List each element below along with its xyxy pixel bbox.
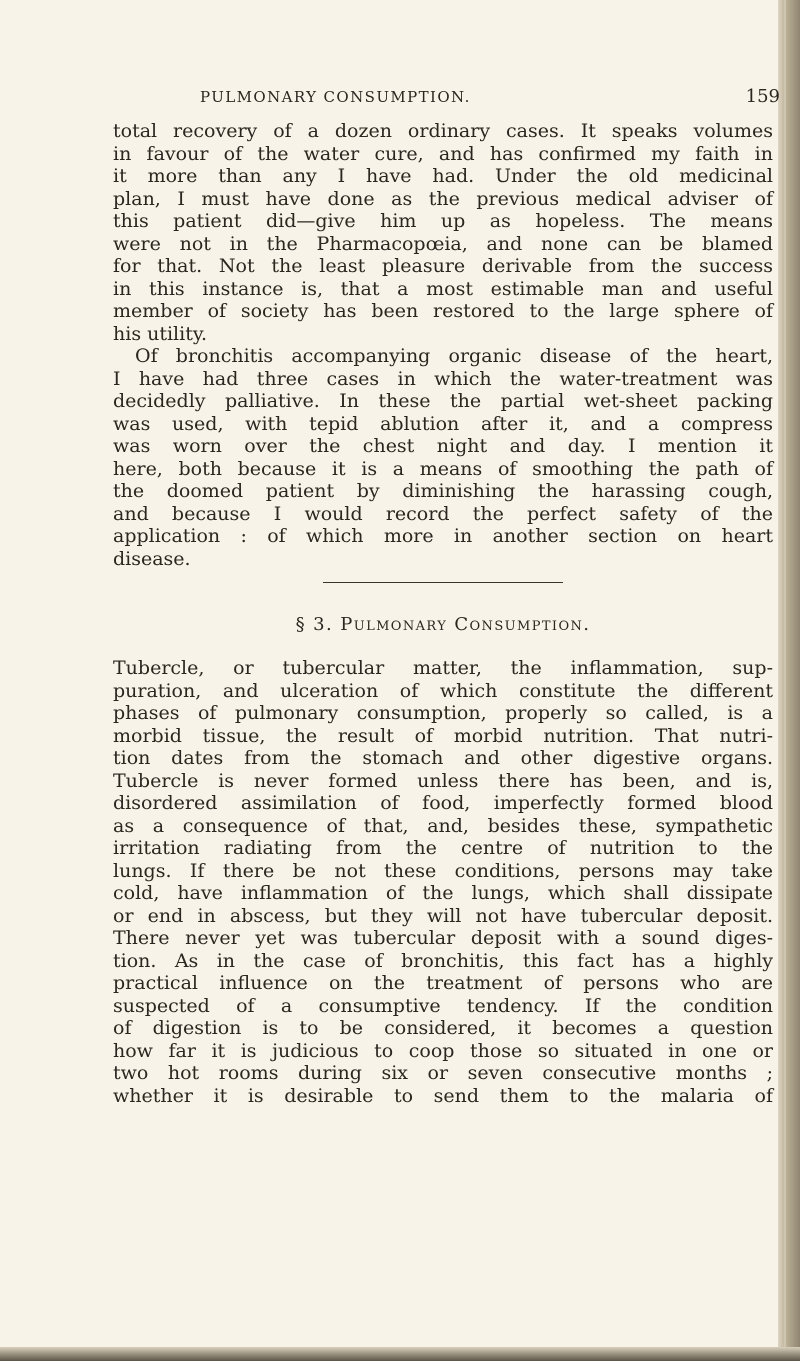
- text-line: total recovery of a dozen ordinary cases. It speaks volumes: [113, 120, 773, 142]
- text-line: phases of pulmonary consumption, properly so called, is a: [113, 702, 773, 724]
- text-line: in this instance is, that a most estimable man and useful: [113, 277, 773, 300]
- text-line: and because I would record the perfect safety of the: [113, 502, 773, 525]
- page-body: [113, 120, 773, 1107]
- text-line: There never yet was tubercular deposit with a sound diges-: [113, 927, 773, 949]
- text-line: puration, and ulceration of which constitute the different: [113, 679, 773, 702]
- paragraph-bronchitis: [113, 345, 773, 570]
- text-line: irritation radiating from the centre of nutrition to the: [113, 837, 773, 859]
- text-line: practical influence on the treatment of persons who are: [113, 972, 773, 994]
- text-line: this patient did—give him up as hopeless. The means: [113, 210, 773, 232]
- text-line: cold, have inflammation of the lungs, which shall dissipate: [113, 882, 773, 904]
- text-line: decidedly palliative. In these the partial wet-sheet packing: [113, 390, 773, 412]
- page-number: 159: [745, 86, 780, 107]
- text-line: here, both because it is a means of smoothing the path of: [113, 457, 773, 480]
- text-line: Tubercle is never formed unless there has been, and is,: [113, 769, 773, 792]
- text-line: the doomed patient by diminishing the harassing cough,: [113, 480, 773, 502]
- page-edge: [778, 0, 800, 1361]
- text-line: how far it is judicious to coop those so situated in one or: [113, 1039, 773, 1062]
- text-line: it more than any I have had. Under the old medicinal: [113, 165, 773, 187]
- text-line: lungs. If there be not these conditions, persons may take: [113, 859, 773, 882]
- section-divider: [323, 582, 563, 583]
- text-line: plan, I must have done as the previous medical adviser of: [113, 187, 773, 210]
- text-line: tion. As in the case of bronchitis, this fact has a highly: [113, 949, 773, 972]
- text-line: Tubercle, or tubercular matter, the inflammation, sup-: [113, 657, 773, 679]
- running-title: PULMONARY CONSUMPTION.: [200, 88, 471, 106]
- text-line: or end in abscess, but they will not have tubercular deposit.: [113, 904, 773, 927]
- text-line: for that. Not the least pleasure derivable from the success: [113, 255, 773, 277]
- text-line: member of society has been restored to the large sphere of: [113, 300, 773, 322]
- text-line: was used, with tepid ablution after it, and a compress: [113, 412, 773, 435]
- paragraph-tubercle: [113, 657, 773, 1107]
- text-line: disordered assimilation of food, imperfectly formed blood: [113, 792, 773, 814]
- page-bottom-edge: [0, 1347, 800, 1361]
- text-line: was worn over the chest night and day. I mention it: [113, 435, 773, 457]
- text-line: I have had three cases in which the water-treatment was: [113, 367, 773, 390]
- section-heading: § 3. Pulmonary Consumption.: [295, 614, 591, 635]
- paragraph-recovery: [113, 120, 773, 345]
- text-line: morbid tissue, the result of morbid nutrition. That nutri-: [113, 724, 773, 747]
- text-line: were not in the Pharmacopœia, and none can be blamed: [113, 232, 773, 255]
- text-line: in favour of the water cure, and has confirmed my faith in: [113, 142, 773, 165]
- text-line: application : of which more in another section on heart: [113, 525, 773, 547]
- text-line: suspected of a consumptive tendency. If the condition: [113, 994, 773, 1017]
- text-line: two hot rooms during six or seven consecutive months ;: [113, 1062, 773, 1084]
- text-line: Of bronchitis accompanying organic disease of the heart,: [135, 345, 773, 367]
- text-line: tion dates from the stomach and other digestive organs.: [113, 747, 773, 769]
- text-line: as a consequence of that, and, besides these, sympathetic: [113, 814, 773, 837]
- text-line: of digestion is to be considered, it becomes a question: [113, 1017, 773, 1039]
- text-line: his utility.: [113, 322, 208, 345]
- text-line: whether it is desirable to send them to the malaria of: [113, 1084, 773, 1107]
- text-line: disease.: [113, 547, 191, 570]
